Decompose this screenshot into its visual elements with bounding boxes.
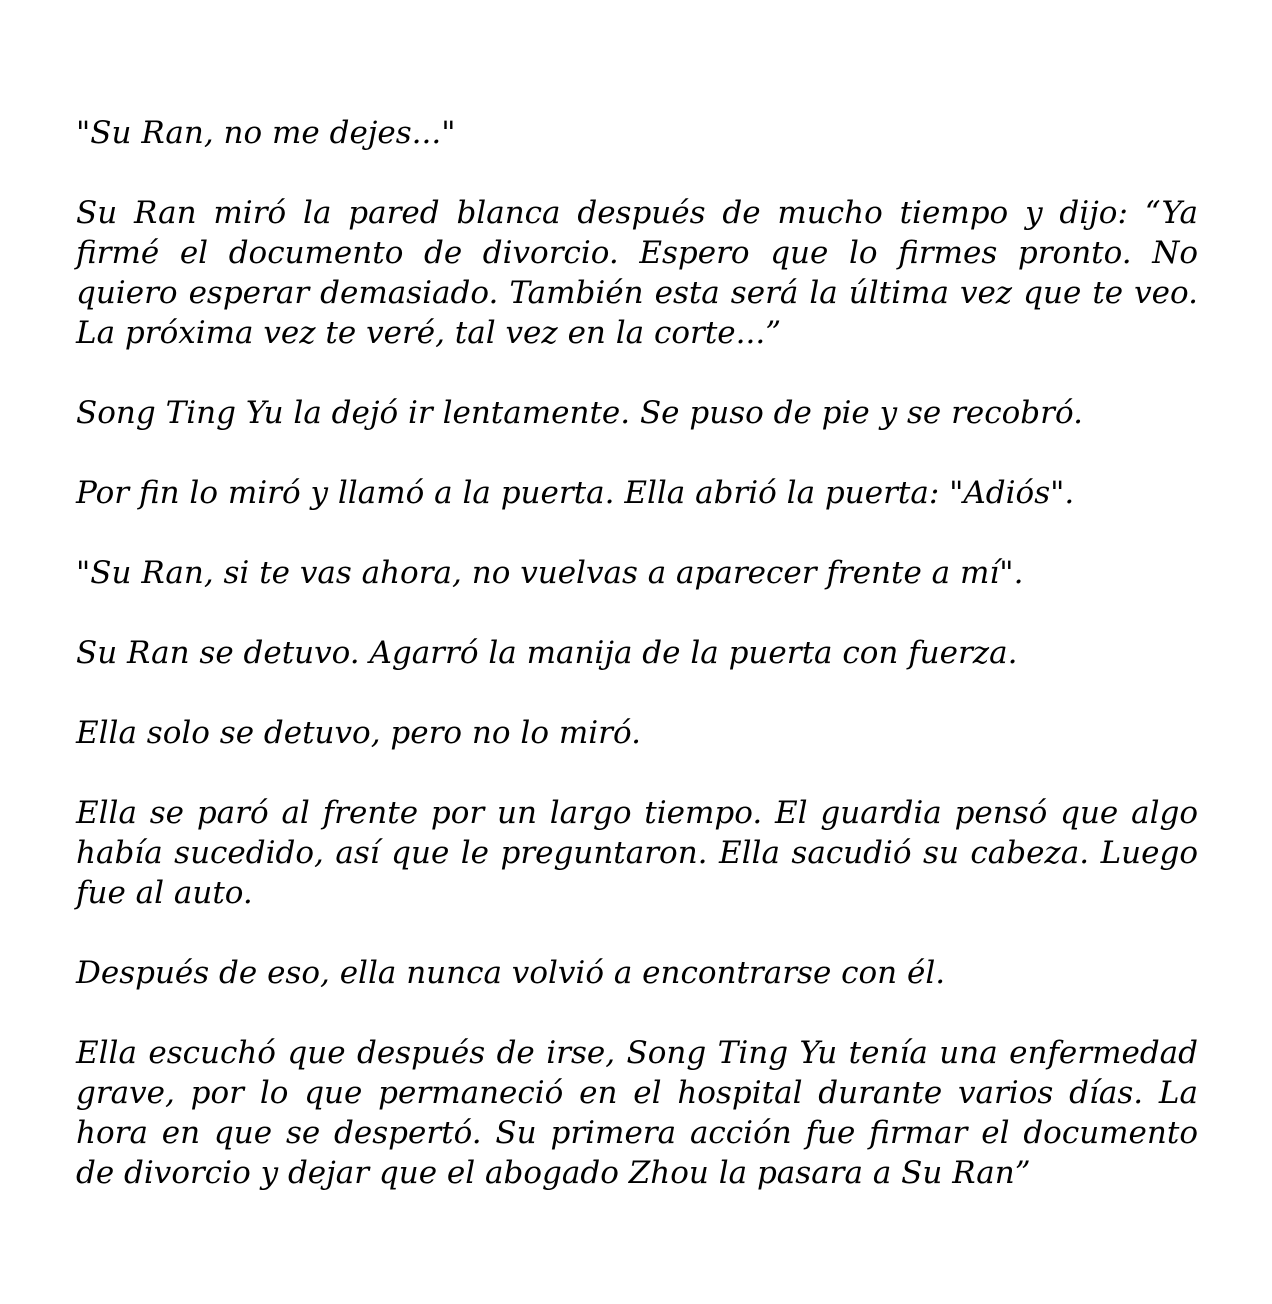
paragraph: "Su Ran, no me dejes..." [76, 115, 456, 151]
paragraph: Ella solo se detuvo, pero no lo miró. [76, 715, 641, 751]
paragraph: "Su Ran, si te vas ahora, no vuelvas a aparecer frente a mí". [76, 555, 1024, 591]
paragraph: Por fin lo miró y llamó a la puerta. Ella abrió la puerta: "Adiós". [76, 475, 1075, 511]
paragraph: Su Ran se detuvo. Agarró la manija de la puerta con fuerza. [76, 635, 1018, 671]
paragraph: Ella se paró al frente por un largo tiempo. El guardia pensó que algo había sucedido, así que le preguntaron. Ella sacudió su cabeza. Luego fue al auto. [76, 795, 1198, 911]
paragraph: Después de eso, ella nunca volvió a encontrarse con él. [76, 955, 946, 991]
paragraph: Song Ting Yu la dejó ir lentamente. Se puso de pie y se recobró. [76, 395, 1083, 431]
paragraph: Ella escuchó que después de irse, Song Ting Yu tenía una enfermedad grave, por lo que permaneció en el hospital durante varios días. La hora en que se despertó. Su primera acción fue firmar el documento de divorcio y dejar que el abogado Zhou la pasara a Su Ran” [76, 1035, 1198, 1191]
paragraph: Su Ran miró la pared blanca después de mucho tiempo y dijo: “Ya firmé el documento de divorcio. Espero que lo firmes pronto. No quiero esperar demasiado. También esta será la última vez que te veo. La próxima vez te veré, tal vez en la corte...” [76, 195, 1198, 351]
document-body [76, 113, 1198, 1193]
